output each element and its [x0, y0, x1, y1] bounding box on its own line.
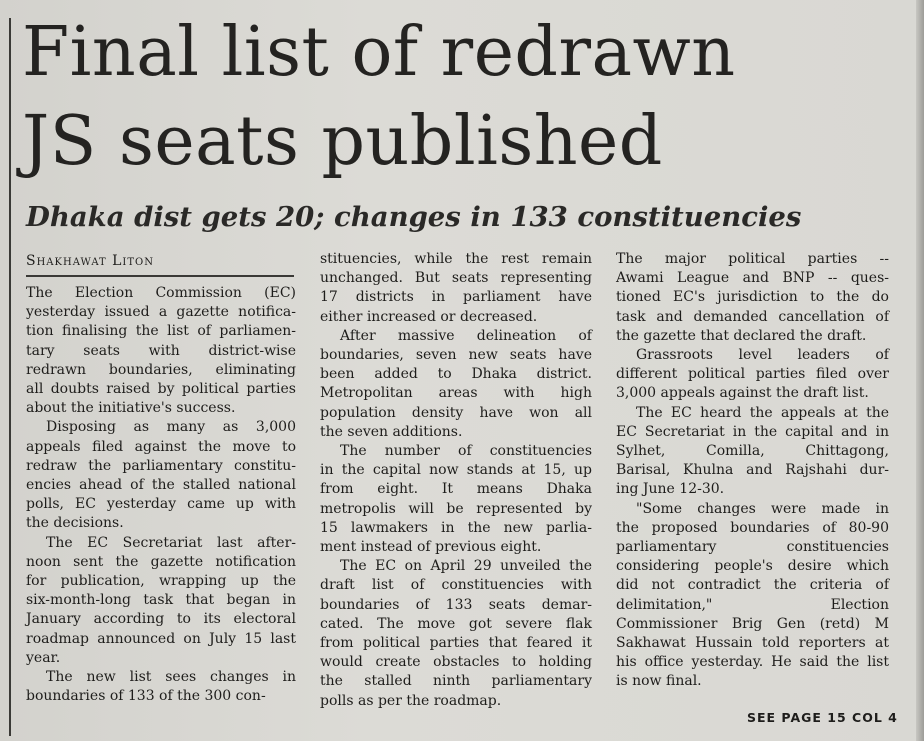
column-2-text	[320, 250, 592, 711]
article-text-line: Metropolitan areas with high	[320, 385, 592, 402]
article-text-line: cated. The move got severe flak	[320, 615, 592, 632]
article-text-line: After massive delineation of	[340, 327, 592, 344]
article-text-line: ment instead of previous eight.	[320, 539, 542, 556]
article-text-line: EC Secretariat in the capital and in	[616, 423, 889, 440]
article-text-line: Grassroots level leaders of	[636, 347, 889, 364]
article-text-line: The major political parties --	[616, 251, 889, 267]
article-text-line: the seven additions.	[320, 423, 463, 440]
article-text-line: tion finalising the list of parliamen-	[26, 323, 296, 340]
article-text-line: about the initiative's success.	[26, 400, 236, 417]
article-text-line: did not contradict the criteria of	[616, 577, 889, 594]
article-column-2	[320, 250, 592, 711]
article-text-line: year.	[26, 649, 61, 666]
article-text-line: Disposing as many as 3,000	[46, 419, 296, 436]
article-text-line: Commissioner Brig Gen (retd) M	[616, 615, 889, 632]
article-text-line: the gazette that declared the draft.	[616, 327, 867, 344]
article-text-line: polls, EC yesterday came up with	[26, 496, 296, 513]
article-text-line: Awami League and BNP -- ques-	[616, 270, 889, 287]
column-3-text	[616, 250, 889, 692]
article-text-line: population density have won all	[320, 404, 592, 421]
article-text-line: 17 districts in parliament have	[320, 289, 592, 306]
article-column-3	[616, 250, 889, 692]
article-text-line: task and demanded cancellation of	[616, 308, 889, 325]
article-text-line: redraw the parliamentary constitu-	[26, 457, 296, 474]
article-text-line: unchanged. But seats representing	[320, 270, 592, 287]
article-text-line: tary seats with district-wise	[26, 342, 296, 359]
column-1-text	[26, 284, 296, 706]
article-text-line: roadmap announced on July 15 last	[26, 630, 296, 647]
article-text-line: encies ahead of the stalled national	[26, 477, 296, 494]
article-text-line: Sakhawat Hussain told reporters at	[616, 635, 889, 652]
article-text-line: noon sent the gazette notification	[26, 553, 296, 570]
article-text-line: in the capital now stands at 15, up	[320, 462, 592, 479]
byline-rule	[26, 275, 294, 277]
article-text-line: all doubts raised by political parties	[26, 381, 296, 398]
column-rule	[9, 18, 11, 736]
article-text-line: for publication, wrapping up the	[26, 573, 296, 590]
article-text-line: boundaries, seven new seats have	[320, 347, 592, 364]
article-text-line: would create obstacles to holding	[320, 654, 592, 671]
article-text-line: The EC on April 29 unveiled the	[340, 558, 592, 575]
article-text-line: boundaries of 133 of the 300 con-	[26, 688, 266, 705]
article-text-line: Sylhet, Comilla, Chittagong,	[616, 443, 889, 460]
article-text-line: metropolis will be represented by	[320, 500, 592, 517]
article-text-line: The EC heard the appeals at the	[636, 404, 889, 421]
subheadline: Dhaka dist gets 20; changes in 133 constituencies	[26, 201, 802, 233]
article-text-line: is now final.	[616, 673, 702, 690]
article-text-line: 3,000 appeals against the draft list.	[616, 385, 869, 402]
headline	[22, 8, 912, 186]
article-column-1	[26, 250, 296, 706]
article-text-line: six-month-long task that began in	[26, 592, 296, 609]
article-text-line: the proposed boundaries of 80-90	[616, 519, 889, 536]
article-text-line: redrawn boundaries, eliminating	[26, 361, 296, 378]
page-edge	[916, 0, 924, 741]
byline: Shakhawat Liton	[26, 253, 154, 269]
article-text-line: draft list of constituencies with	[320, 577, 592, 594]
article-text-line: his office yesterday. He said the list	[616, 654, 889, 671]
article-text-line: The EC Secretariat last after-	[46, 534, 296, 551]
article-text-line: from political parties that feared it	[320, 635, 592, 652]
article-text-line: The Election Commission (EC)	[26, 285, 296, 301]
article-text-line: January according to its electoral	[26, 611, 296, 628]
article-text-line: appeals filed against the move to	[26, 438, 296, 455]
continuation-note: SEE PAGE 15 COL 4	[747, 710, 898, 725]
article-text-line: delimitation," Election	[616, 596, 889, 613]
article-text-line: yesterday issued a gazette notifica-	[26, 304, 296, 321]
article-text-line: the stalled ninth parliamentary	[320, 673, 592, 690]
headline-line-1: Final list of redrawn	[22, 13, 736, 92]
article-text-line: stituencies, while the rest remain	[320, 251, 592, 267]
article-text-line: polls as per the roadmap.	[320, 692, 502, 709]
article-text-line: boundaries of 133 seats demar-	[320, 596, 592, 613]
article-text-line: different political parties filed over	[616, 366, 889, 383]
article-text-line: parliamentary constituencies	[616, 539, 889, 556]
article-text-line: been added to Dhaka district.	[320, 366, 592, 383]
article-text-line: the decisions.	[26, 515, 124, 532]
headline-line-2: JS seats published	[22, 102, 663, 181]
article-text-line: considering people's desire which	[616, 558, 889, 575]
article-text-line: tioned EC's jurisdiction to the do	[616, 289, 889, 306]
article-text-line: ing June 12-30.	[616, 481, 725, 498]
article-text-line: from eight. It means Dhaka	[320, 481, 592, 498]
article-text-line: The number of constituencies	[340, 443, 592, 460]
article-text-line: 15 lawmakers in the new parlia-	[320, 519, 592, 536]
article-text-line: either increased or decreased.	[320, 308, 538, 325]
article-text-line: "Some changes were made in	[636, 500, 889, 517]
article-text-line: The new list sees changes in	[46, 669, 296, 686]
article-text-line: Barisal, Khulna and Rajshahi dur-	[616, 462, 889, 479]
